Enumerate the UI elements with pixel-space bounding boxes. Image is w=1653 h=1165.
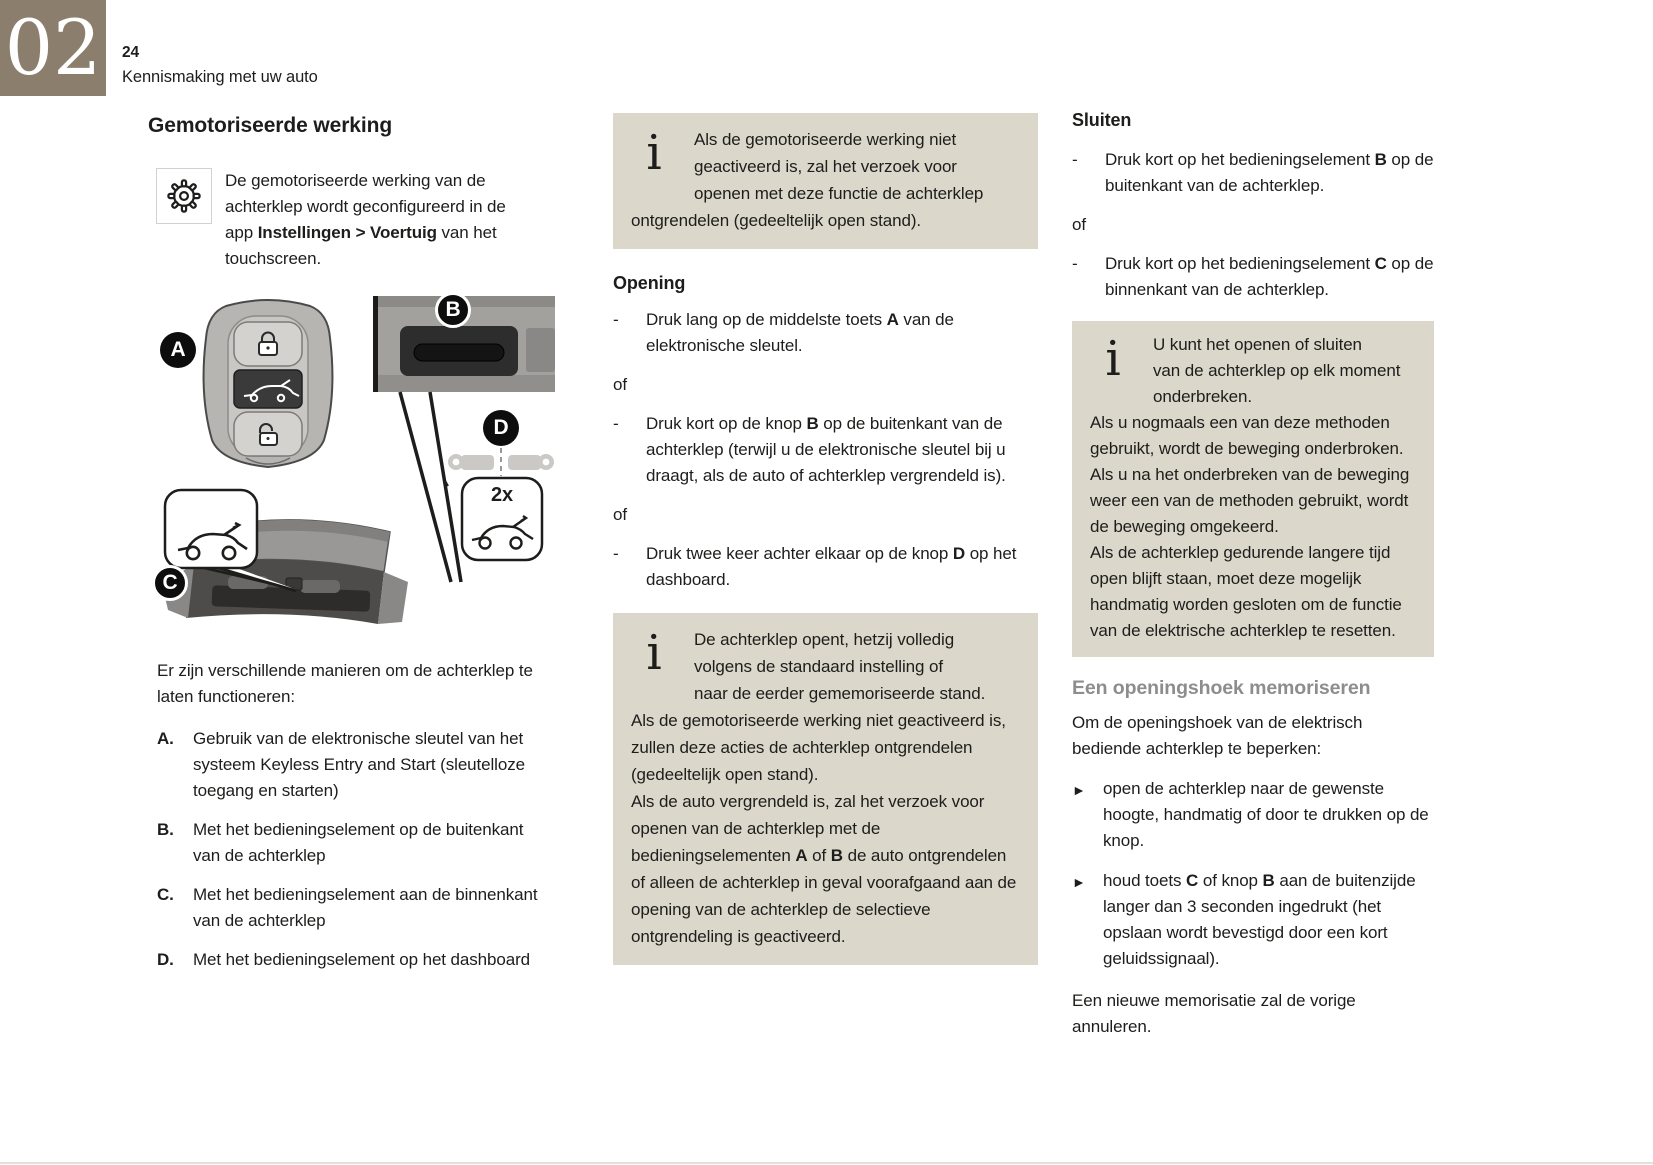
- opening-step-text: Druk lang op de middelste toets A van de elektronische sleutel.: [646, 310, 954, 355]
- info-box-text: U kunt het openen of sluiten van de achterklep op elk moment onderbreken. Als u nogmaals een van deze methoden gebruikt, wordt de beweging onderbroken. Als u na het onderbreken van de beweging weer een van de methoden gebruikt, wordt de beweging omgekeerd. Als de achterklep gedurende langere tijd open blijft staan, moet deze mogelijk handmatig worden gesloten om de functie van de elektrische achterklep te resetten.: [1090, 335, 1410, 640]
- memorize-step: [1072, 776, 1434, 854]
- figure-label-b: B: [435, 292, 471, 328]
- closing-step: [1072, 251, 1434, 303]
- settings-note: [156, 168, 584, 272]
- list-item-text: Met het bedieningselement op de buitenkant van de achterklep: [193, 820, 524, 865]
- double-press-label: 2x: [490, 484, 514, 506]
- page-title: Gemotoriseerde werking: [148, 114, 393, 137]
- gear-icon: [156, 168, 212, 224]
- list-item: [157, 882, 584, 934]
- arrow-bullet-icon: ►: [1072, 782, 1086, 798]
- closing-step: [1072, 147, 1434, 199]
- dash-bullet: -: [613, 414, 619, 433]
- middle-column: [613, 113, 1038, 965]
- dash-bullet: -: [1072, 150, 1078, 169]
- tailgate-figure: [148, 290, 584, 638]
- dash-bullet: -: [613, 310, 619, 329]
- or-separator: of: [613, 505, 627, 524]
- opening-step: [613, 541, 1038, 593]
- info-icon: i: [1105, 331, 1121, 387]
- methods-list: [157, 726, 584, 973]
- list-item-text: Gebruik van de elektronische sleutel van het systeem Keyless Entry and Start (sleutelloze toegang en starten): [193, 729, 525, 800]
- page-header: [122, 44, 318, 88]
- left-column: [148, 114, 584, 986]
- page-bottom-rule: [0, 1162, 1653, 1164]
- opening-step-text: Druk kort op de knop B op de buitenkant van de achterklep (terwijl u de elektronische sleutel bij u draagt, als de auto of achterklep vergrendeld is).: [646, 414, 1006, 485]
- list-item: [157, 947, 584, 973]
- opening-heading: Opening: [613, 273, 686, 293]
- opening-step-text: Druk twee keer achter elkaar op de knop D op het dashboard.: [646, 544, 1017, 589]
- section-title: Kennismaking met uw auto: [122, 68, 318, 86]
- chapter-number-tab: 02: [0, 0, 106, 96]
- list-item: [157, 817, 584, 869]
- right-column: [1072, 110, 1434, 1040]
- gear-icon-svg: [166, 178, 202, 214]
- memorize-step: [1072, 868, 1434, 972]
- info-box-open-behaviour: [613, 613, 1038, 965]
- list-item-text: Met het bedieningselement aan de binnenkant van de achterklep: [193, 885, 538, 930]
- info-icon: i: [646, 125, 662, 181]
- closing-heading: Sluiten: [1072, 110, 1132, 130]
- info-box-text: De achterklep opent, hetzij volledig volgens de standaard instelling of naar de eerder gememoriseerde stand. Als de gemotoriseerde werking niet geactiveerd is, zullen deze acties de achterklep ontgrendelen (gedeeltelijk open stand). Als de auto vergrendeld is, zal het verzoek voor openen van de achterklep met de bedieningselementen A of B de auto ontgrendelen of alleen de achterklep in geval voorafgaand aan de opening van de achterklep de selectieve ontgrendeling is geactiveerd.: [631, 630, 1017, 946]
- settings-note-text: De gemotoriseerde werking van de achterklep wordt geconfigureerd in de app Instellingen > Voertuig van het touchscreen.: [225, 171, 506, 268]
- info-box-text: Als de gemotoriseerde werking niet geactiveerd is, zal het verzoek voor openen met deze functie de achterklep ontgrendelen (gedeeltelijk open stand).: [631, 130, 984, 230]
- list-item-key: C.: [157, 885, 174, 904]
- memorize-step-text: open de achterklep naar de gewenste hoogte, handmatig of door te drukken op de knop.: [1103, 779, 1429, 850]
- list-item-key: D.: [157, 950, 174, 969]
- list-item-key: A.: [157, 729, 174, 748]
- figure-label-c: C: [152, 565, 188, 601]
- methods-intro: Er zijn verschillende manieren om de achterklep te laten functioneren:: [157, 661, 533, 706]
- figure-label-d: D: [483, 410, 519, 446]
- list-item: [157, 726, 584, 804]
- memorize-step-text: houd toets C of knop B aan de buitenzijde langer dan 3 seconden ingedrukt (het opslaan wordt bevestigd door een kort geluidssignaal).: [1103, 871, 1416, 968]
- dash-bullet: -: [1072, 254, 1078, 273]
- info-box-interrupt: [1072, 321, 1434, 657]
- memorize-footer: Een nieuwe memorisatie zal de vorige annuleren.: [1072, 991, 1356, 1036]
- closing-step-text: Druk kort op het bedieningselement B op de buitenkant van de achterklep.: [1105, 150, 1434, 195]
- page-number: 24: [122, 44, 140, 61]
- arrow-bullet-icon: ►: [1072, 874, 1086, 890]
- closing-step-text: Druk kort op het bedieningselement C op de binnenkant van de achterklep.: [1105, 254, 1434, 299]
- dash-bullet: -: [613, 544, 619, 563]
- list-item-text: Met het bedieningselement op het dashboard: [193, 950, 530, 969]
- opening-step: [613, 307, 1038, 359]
- memorize-intro: Om de openingshoek van de elektrisch bediende achterklep te beperken:: [1072, 713, 1363, 758]
- info-icon: i: [646, 625, 662, 681]
- key-fob-illustration: [204, 300, 333, 467]
- tailgate-figure-art: [148, 290, 584, 638]
- figure-label-a: A: [160, 332, 196, 368]
- or-separator: of: [1072, 215, 1086, 234]
- list-item-key: B.: [157, 820, 174, 839]
- or-separator: of: [613, 375, 627, 394]
- info-box-unlock: [613, 113, 1038, 249]
- opening-step: [613, 411, 1038, 489]
- memorize-heading: Een openingshoek memoriseren: [1072, 677, 1371, 699]
